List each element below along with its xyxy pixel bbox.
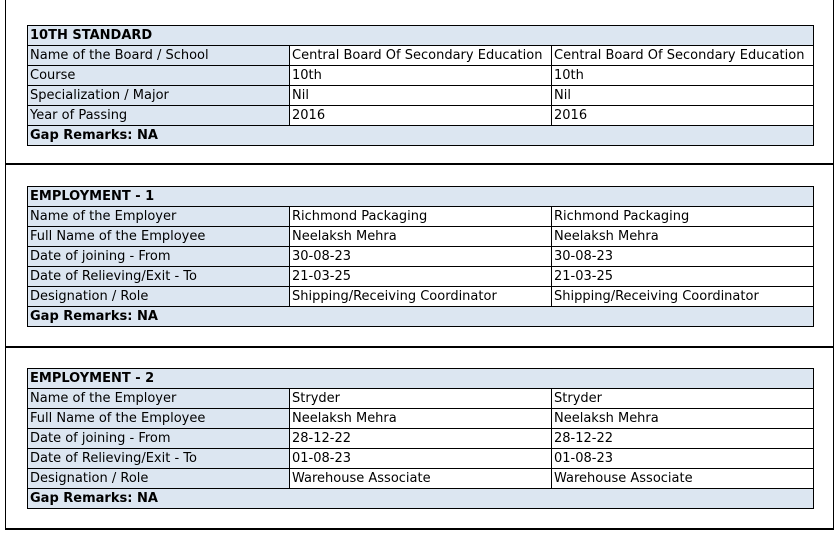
gap-remarks-row: [28, 307, 814, 327]
row-label: Full Name of the Employee: [28, 227, 290, 247]
employment-2-table: [27, 368, 814, 509]
row-label: Name of the Employer: [28, 389, 290, 409]
row-label: Date of joining - From: [28, 247, 290, 267]
section-header-row: [28, 26, 814, 46]
table-row: [28, 247, 814, 267]
row-value-1: Central Board Of Secondary Education: [290, 46, 552, 66]
row-value-1: 10th: [290, 66, 552, 86]
row-label: Name of the Employer: [28, 207, 290, 227]
table-row: [28, 207, 814, 227]
row-value-2: Warehouse Associate: [552, 469, 814, 489]
row-label: Full Name of the Employee: [28, 409, 290, 429]
row-value-1: 2016: [290, 106, 552, 126]
row-label: Date of joining - From: [28, 429, 290, 449]
table-row: [28, 449, 814, 469]
table-row: [28, 469, 814, 489]
row-value-1: Neelaksh Mehra: [290, 227, 552, 247]
row-label: Date of Relieving/Exit - To: [28, 267, 290, 287]
row-value-1: Shipping/Receiving Coordinator: [290, 287, 552, 307]
row-value-2: 2016: [552, 106, 814, 126]
gap-remarks: Gap Remarks: NA: [28, 307, 814, 327]
row-value-2: Nil: [552, 86, 814, 106]
section-title: 10TH STANDARD: [28, 26, 814, 46]
row-label: Specialization / Major: [28, 86, 290, 106]
section-title: EMPLOYMENT - 1: [28, 187, 814, 207]
section-title: EMPLOYMENT - 2: [28, 369, 814, 389]
employment-1-panel: [5, 165, 834, 348]
row-value-1: 30-08-23: [290, 247, 552, 267]
employment-1-table: [27, 186, 814, 327]
row-value-2: Stryder: [552, 389, 814, 409]
row-value-2: Shipping/Receiving Coordinator: [552, 287, 814, 307]
row-value-2: 10th: [552, 66, 814, 86]
row-label: Name of the Board / School: [28, 46, 290, 66]
row-value-1: Richmond Packaging: [290, 207, 552, 227]
section-header-row: [28, 369, 814, 389]
row-value-1: Stryder: [290, 389, 552, 409]
gap-remarks-row: [28, 489, 814, 509]
row-label: Course: [28, 66, 290, 86]
row-value-1: 21-03-25: [290, 267, 552, 287]
table-row: [28, 106, 814, 126]
row-value-2: Neelaksh Mehra: [552, 409, 814, 429]
row-value-1: 28-12-22: [290, 429, 552, 449]
row-value-2: 01-08-23: [552, 449, 814, 469]
row-value-1: Neelaksh Mehra: [290, 409, 552, 429]
table-row: [28, 429, 814, 449]
row-value-1: 01-08-23: [290, 449, 552, 469]
table-row: [28, 86, 814, 106]
row-value-2: 21-03-25: [552, 267, 814, 287]
row-label: Designation / Role: [28, 287, 290, 307]
row-label: Year of Passing: [28, 106, 290, 126]
table-row: [28, 287, 814, 307]
row-value-2: Neelaksh Mehra: [552, 227, 814, 247]
education-10th-panel: [5, 0, 834, 165]
table-row: [28, 66, 814, 86]
table-row: [28, 46, 814, 66]
employment-2-panel: [5, 348, 834, 530]
gap-remarks-row: [28, 126, 814, 146]
row-value-1: Nil: [290, 86, 552, 106]
table-row: [28, 389, 814, 409]
section-header-row: [28, 187, 814, 207]
gap-remarks: Gap Remarks: NA: [28, 126, 814, 146]
table-row: [28, 409, 814, 429]
row-label: Date of Relieving/Exit - To: [28, 449, 290, 469]
table-row: [28, 267, 814, 287]
table-row: [28, 227, 814, 247]
education-10th-table: [27, 25, 814, 146]
row-label: Designation / Role: [28, 469, 290, 489]
row-value-2: Richmond Packaging: [552, 207, 814, 227]
row-value-2: 28-12-22: [552, 429, 814, 449]
row-value-2: Central Board Of Secondary Education: [552, 46, 814, 66]
gap-remarks: Gap Remarks: NA: [28, 489, 814, 509]
row-value-2: 30-08-23: [552, 247, 814, 267]
row-value-1: Warehouse Associate: [290, 469, 552, 489]
